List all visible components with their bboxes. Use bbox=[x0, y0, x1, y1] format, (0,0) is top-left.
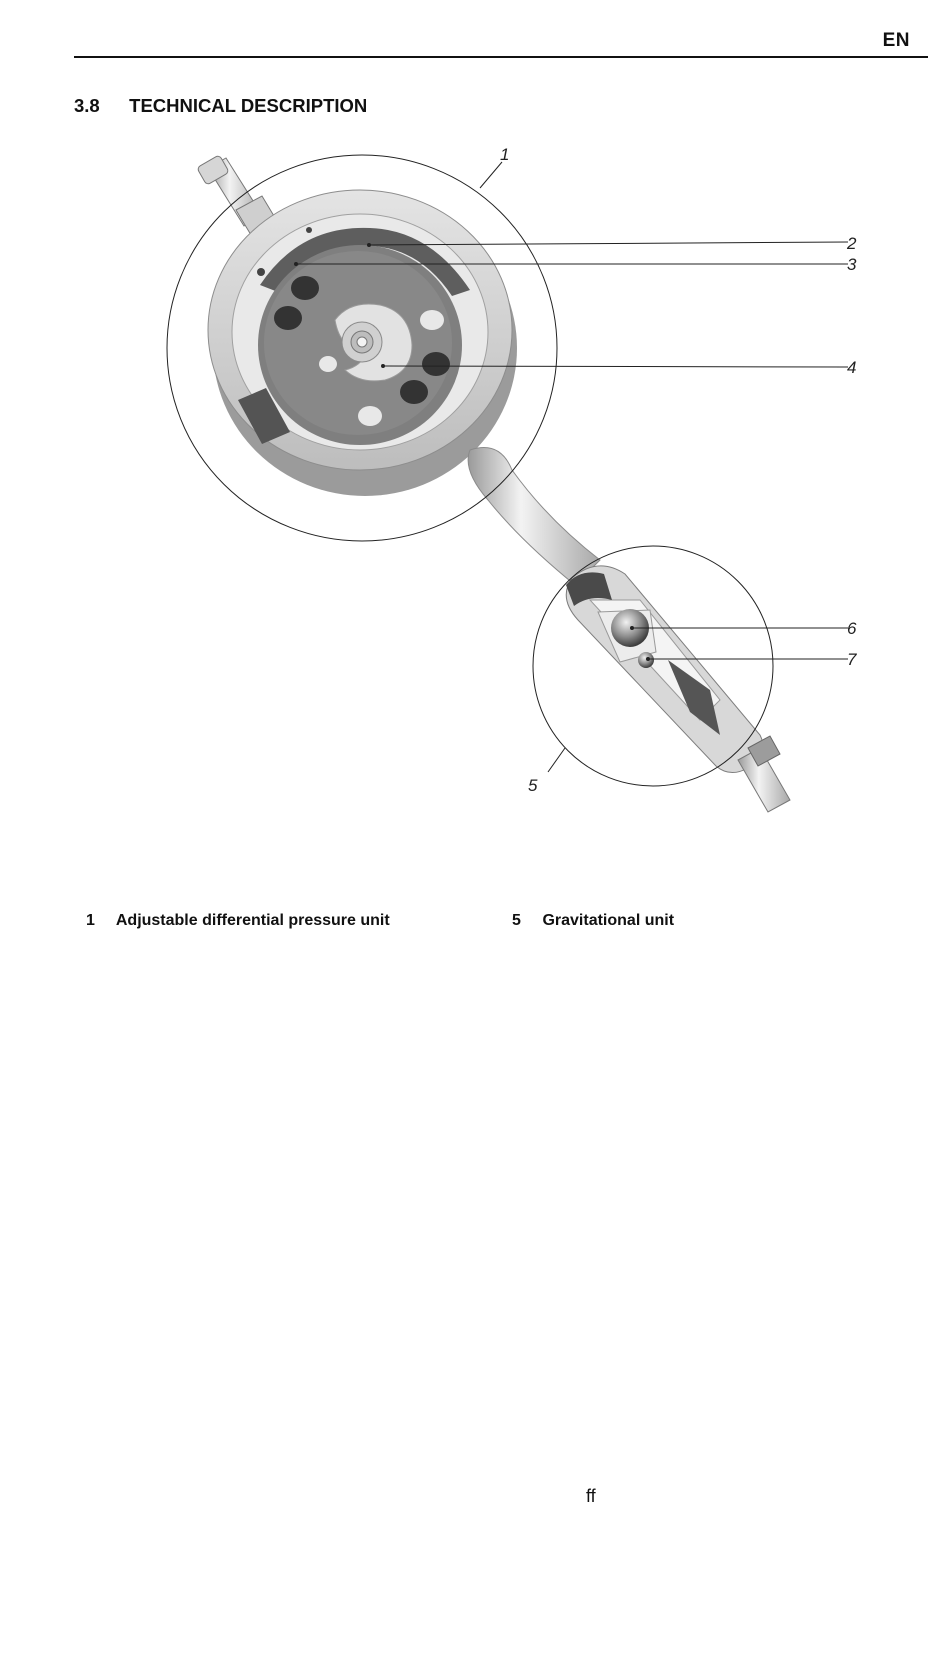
callout-1: 1 bbox=[500, 145, 510, 164]
callout-6: 6 bbox=[847, 619, 857, 638]
gravitational-unit bbox=[566, 566, 763, 773]
connecting-tube bbox=[468, 448, 600, 586]
section-number: 3.8 bbox=[74, 95, 100, 116]
legend-number: 5 bbox=[512, 912, 521, 929]
legend-label: Adjustable differential pressure unit bbox=[115, 912, 390, 929]
callout-7: 7 bbox=[847, 650, 857, 669]
page-number: ff bbox=[586, 1486, 596, 1506]
legend-number: 1 bbox=[86, 912, 95, 929]
legend-label: Gravitational unit bbox=[542, 912, 675, 929]
callout-5: 5 bbox=[528, 776, 538, 795]
callout-3: 3 bbox=[847, 255, 857, 274]
callout-2: 2 bbox=[847, 234, 857, 253]
legend-item bbox=[86, 912, 390, 930]
callout-4: 4 bbox=[847, 358, 857, 377]
legend-item bbox=[512, 912, 674, 930]
section-title: TECHNICAL DESCRIPTION bbox=[129, 95, 368, 116]
language-label: EN bbox=[882, 30, 910, 51]
